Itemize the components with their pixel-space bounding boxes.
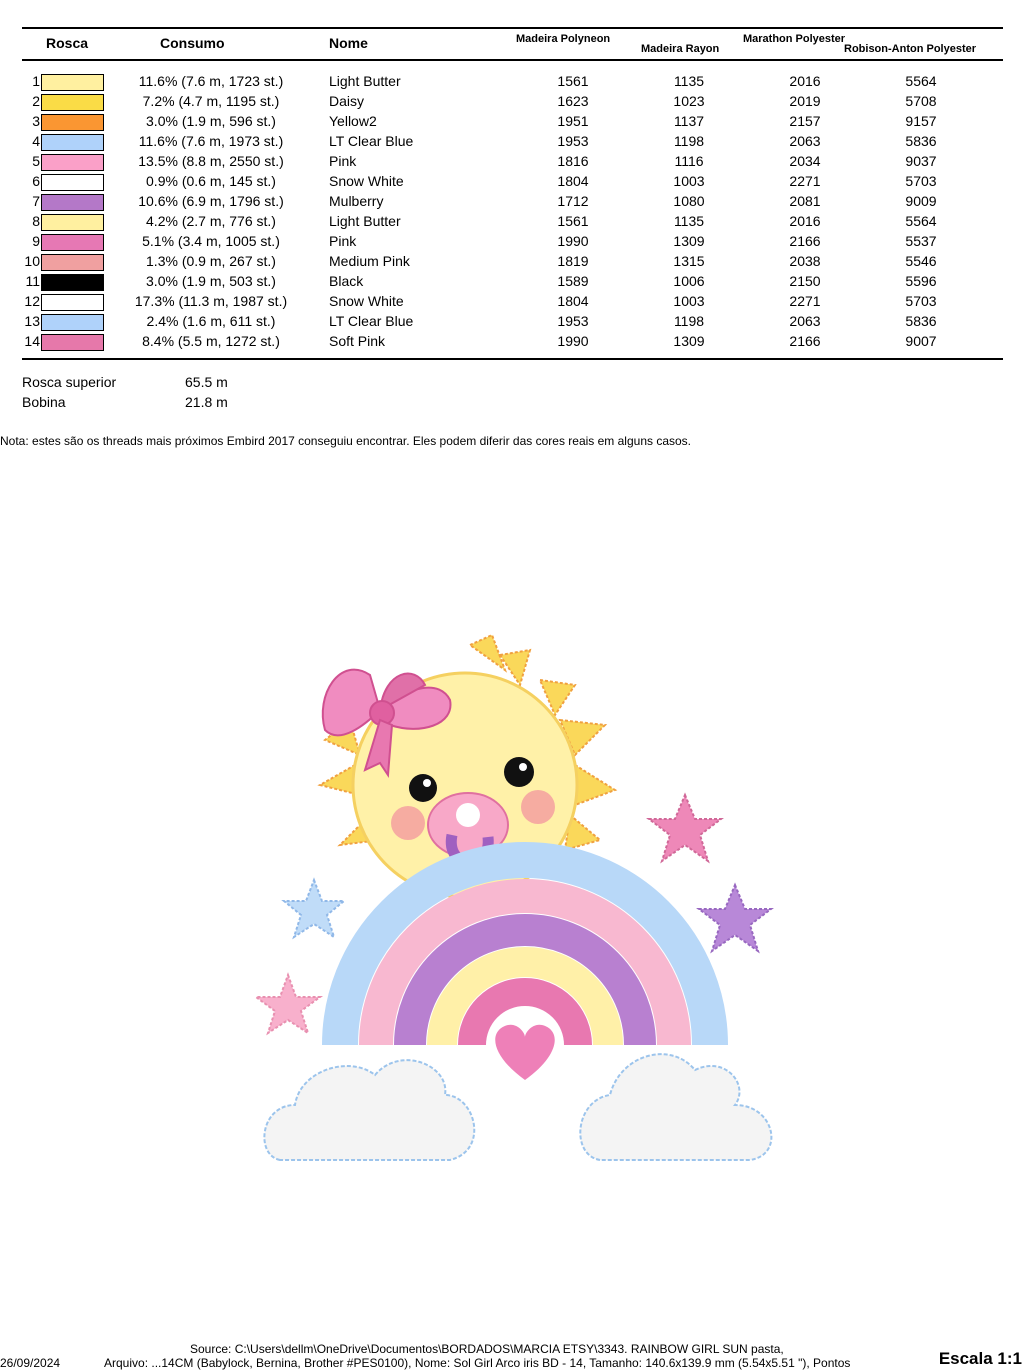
cell-mr: 1135: [673, 73, 705, 89]
cell-ra: 9157: [905, 113, 937, 129]
cell-mar: 2016: [789, 213, 821, 229]
footer-date: 26/09/2024: [0, 1356, 61, 1370]
cell-mp: 1990: [557, 233, 589, 249]
cell-ra: 9009: [905, 193, 937, 209]
cell-n: 5: [32, 153, 40, 169]
cell-ra: 9037: [905, 153, 937, 169]
cell-ra: 5836: [905, 133, 937, 149]
color-swatch: [41, 74, 104, 91]
cell-mar: 2034: [789, 153, 821, 169]
cell-mr: 1023: [673, 93, 705, 109]
header-robison-anton: Robison-Anton Polyester: [844, 43, 977, 55]
cell-mr: 1116: [674, 153, 704, 169]
color-swatch: [41, 94, 104, 111]
header-madeira-polyneon: Madeira Polyneon: [516, 33, 611, 45]
table-row: [0, 192, 1024, 212]
table-row: [0, 252, 1024, 272]
bottom-rule: [22, 358, 1003, 360]
heart: [495, 1025, 554, 1080]
color-swatch: [41, 154, 104, 171]
cell-mp: 1623: [557, 93, 589, 109]
color-swatch: [41, 114, 104, 131]
cell-consumo: 13.5% (8.8 m, 2550 st.): [138, 153, 284, 169]
cell-mar: 2038: [789, 253, 821, 269]
cell-consumo: 4.2% (2.7 m, 776 st.): [146, 213, 276, 229]
header-nome: Nome: [329, 35, 368, 51]
header-madeira-rayon: Madeira Rayon: [641, 43, 720, 55]
color-swatch: [41, 174, 104, 191]
cell-ra: 9007: [905, 333, 937, 349]
cell-mr: 1309: [673, 333, 705, 349]
color-swatch: [41, 194, 104, 211]
table-row: [0, 332, 1024, 352]
cell-nome: LT Clear Blue: [329, 133, 414, 149]
cell-nome: Snow White: [329, 173, 404, 189]
cell-mp: 1712: [557, 193, 589, 209]
cell-consumo: 5.1% (3.4 m, 1005 st.): [142, 233, 280, 249]
cell-ra: 5703: [905, 293, 937, 309]
rainbow: [340, 860, 710, 1045]
cell-ra: 5708: [905, 93, 937, 109]
cell-consumo: 7.2% (4.7 m, 1195 st.): [142, 93, 280, 109]
cell-nome: LT Clear Blue: [329, 313, 414, 329]
table-row: [0, 72, 1024, 92]
note-text: Nota: estes são os threads mais próximos Embird 2017 conseguiu encontrar. Eles podem diferir das cores reais em alguns casos.: [0, 434, 692, 448]
cell-nome: Medium Pink: [329, 253, 410, 269]
table-row: [0, 172, 1024, 192]
footer-arquivo: Arquivo: ...14CM (Babylock, Bernina, Brother #PES0100), Nome: Sol Girl Arco iris BD - 14, Tamanho: 140.6x139.9 mm (5.54x5.51 "), Pontos: [104, 1356, 851, 1370]
cell-n: 2: [32, 93, 40, 109]
cell-nome: Pink: [329, 233, 357, 249]
cell-mr: 1003: [673, 293, 705, 309]
color-swatch: [41, 134, 104, 151]
cell-mp: 1990: [557, 333, 589, 349]
cell-mp: 1804: [557, 173, 589, 189]
cell-mr: 1198: [673, 133, 705, 149]
color-swatch: [41, 294, 104, 311]
cell-mp: 1561: [557, 213, 589, 229]
cell-mr: 1309: [673, 233, 705, 249]
cell-consumo: 11.6% (7.6 m, 1723 st.): [138, 73, 284, 89]
cell-mr: 1315: [673, 253, 705, 269]
cell-nome: Mulberry: [329, 193, 384, 209]
cell-n: 13: [24, 313, 40, 329]
cell-consumo: 3.0% (1.9 m, 503 st.): [146, 273, 276, 289]
cell-n: 6: [32, 173, 40, 189]
cell-mar: 2157: [789, 113, 821, 129]
header-rule: [22, 59, 1003, 61]
cell-ra: 5836: [905, 313, 937, 329]
cell-n: 11: [25, 273, 40, 289]
cell-mp: 1804: [557, 293, 589, 309]
table-row: [0, 92, 1024, 112]
cell-n: 4: [32, 133, 40, 149]
cell-n: 3: [32, 113, 40, 129]
cell-mar: 2166: [789, 333, 821, 349]
cell-mp: 1816: [557, 153, 589, 169]
cell-mr: 1198: [673, 313, 705, 329]
color-swatch: [41, 314, 104, 331]
color-swatch: [41, 274, 104, 291]
header-rosca: Rosca: [46, 35, 89, 51]
cell-n: 14: [24, 333, 40, 349]
cell-n: 8: [32, 213, 40, 229]
cell-mar: 2271: [789, 173, 821, 189]
cell-consumo: 0.9% (0.6 m, 145 st.): [146, 173, 276, 189]
color-swatch: [41, 234, 104, 251]
cell-nome: Daisy: [329, 93, 365, 109]
cell-mr: 1006: [673, 273, 705, 289]
cell-ra: 5564: [905, 213, 937, 229]
cell-mar: 2081: [789, 193, 821, 209]
cell-nome: Light Butter: [329, 213, 401, 229]
table-row: [0, 152, 1024, 172]
color-swatch: [41, 214, 104, 231]
cell-ra: 5596: [905, 273, 937, 289]
footer-source: Source: C:\Users\dellm\OneDrive\Documentos\BORDADOS\MARCIA ETSY\3343. RAINBOW GIRL SUN pasta,: [190, 1342, 784, 1356]
bobina-value: 21.8 m: [185, 394, 228, 410]
cell-consumo: 17.3% (11.3 m, 1987 st.): [134, 293, 288, 309]
cell-mar: 2150: [789, 273, 821, 289]
table-row: [0, 132, 1024, 152]
header-consumo: Consumo: [160, 35, 225, 51]
cell-mr: 1137: [673, 113, 705, 129]
cell-consumo: 11.6% (7.6 m, 1973 st.): [138, 133, 284, 149]
cell-mp: 1951: [557, 113, 589, 129]
cell-ra: 5537: [905, 233, 937, 249]
cell-mar: 2063: [789, 313, 821, 329]
cell-consumo: 8.4% (5.5 m, 1272 st.): [142, 333, 280, 349]
cell-mar: 2063: [789, 133, 821, 149]
cell-nome: Black: [329, 273, 364, 289]
cell-n: 7: [32, 193, 40, 209]
embroidery-design-preview: [230, 625, 790, 1175]
cell-mar: 2166: [789, 233, 821, 249]
cell-mar: 2016: [789, 73, 821, 89]
cell-n: 9: [32, 233, 40, 249]
cell-ra: 5564: [905, 73, 937, 89]
header-marathon-polyester: Marathon Polyester: [743, 33, 846, 45]
cell-nome: Yellow2: [329, 113, 377, 129]
cell-consumo: 2.4% (1.6 m, 611 st.): [146, 313, 276, 329]
cell-nome: Light Butter: [329, 73, 401, 89]
cell-nome: Pink: [329, 153, 357, 169]
cell-mar: 2019: [789, 93, 821, 109]
cell-mr: 1080: [673, 193, 705, 209]
table-row: [0, 212, 1024, 232]
table-row: [0, 312, 1024, 332]
color-swatch: [41, 334, 104, 351]
cell-mp: 1953: [557, 133, 589, 149]
table-row: [0, 292, 1024, 312]
rosca-superior-value: 65.5 m: [185, 374, 228, 390]
cell-nome: Soft Pink: [329, 333, 386, 349]
cell-n: 10: [24, 253, 40, 269]
cell-mr: 1003: [673, 173, 705, 189]
cell-mp: 1561: [557, 73, 589, 89]
bobina-label: Bobina: [22, 394, 66, 410]
cell-mar: 2271: [789, 293, 821, 309]
table-row: [0, 272, 1024, 292]
cell-consumo: 3.0% (1.9 m, 596 st.): [146, 113, 276, 129]
cell-mr: 1135: [673, 213, 705, 229]
top-rule: [22, 27, 1003, 29]
cell-consumo: 10.6% (6.9 m, 1796 st.): [138, 193, 284, 209]
scale-label: Escala 1:1: [938, 1349, 1022, 1368]
table-row: [0, 232, 1024, 252]
cell-consumo: 1.3% (0.9 m, 267 st.): [146, 253, 276, 269]
cell-ra: 5703: [905, 173, 937, 189]
cell-ra: 5546: [905, 253, 937, 269]
rosca-superior-label: Rosca superior: [22, 374, 117, 390]
cell-n: 12: [24, 293, 40, 309]
cell-mp: 1953: [557, 313, 589, 329]
cell-mp: 1819: [557, 253, 589, 269]
cell-mp: 1589: [557, 273, 589, 289]
cell-nome: Snow White: [329, 293, 404, 309]
color-swatch: [41, 254, 104, 271]
table-row: [0, 112, 1024, 132]
cell-n: 1: [32, 73, 40, 89]
